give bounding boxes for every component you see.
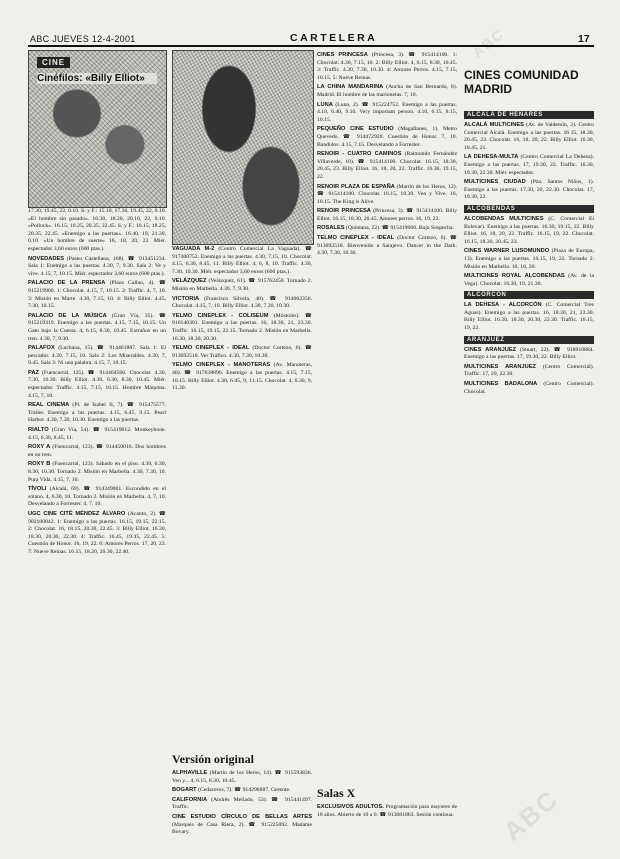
cinema-listing xyxy=(464,122,594,152)
cinema-name: MULTICINES CIUDAD xyxy=(464,179,526,186)
listing-text: (Ancha de San Bernardo, 8). Madrid. El hombre de las marionetas. 7, 10. xyxy=(317,84,457,98)
cinema-name: PALACIO DE LA PRENSA xyxy=(28,280,106,287)
listing-text: (Acanto, 2). ☎ 902100842. 1: Enemigo a las puertas. 16.15, 19.15, 22.15. 2: Chocolat. 16, 18.15, 20.30, 22.45. 3: Billy Elliot. 16.30, 18.30, 20.30, 22.30. 4: Traffic. 16.45, 19.45, 22.45. 5: Cuestión de Honor. 16, 19, 22. 6: Amores Perros. 17, 20, 23. 7: Nueve Reinas. 16.15, 18.20, 20.30, 22.40. xyxy=(28,510,166,555)
cinema-name: PAZ xyxy=(28,369,39,376)
cinema-listing xyxy=(172,278,312,293)
cinema-name: ALCALÁ MULTICINES xyxy=(464,122,524,128)
cinema-name: EXCLUSIVOS ADULTOS. xyxy=(317,804,384,810)
cinema-listing xyxy=(28,370,166,400)
watermark: ABC xyxy=(469,25,508,61)
cinema-listing xyxy=(172,797,312,812)
film-photo xyxy=(28,50,167,208)
cinema-listing xyxy=(464,179,594,202)
listing-text: (Luchana, 15). ☎ 914461887. Sala 1: El pescador. 4.30, 7.15, 10. Sala 2: Los Miserables. 4.30, 7, 9.45. Sala 3: Ni una palabra. 4.15, 7, 10.15. xyxy=(28,345,166,367)
region-subheading: ARANJUEZ xyxy=(464,336,594,344)
cinema-name: ROSALES xyxy=(317,225,345,232)
cinema-listing xyxy=(317,225,457,233)
cinema-name: CINES WARNER LUSOMUNDO xyxy=(464,248,550,255)
cinema-name: LA DEHESA - ALCORCÓN xyxy=(464,302,542,309)
cinema-name: REAL CINEMA xyxy=(28,402,70,409)
cinema-name: VAGUADA M-2 xyxy=(172,246,215,252)
listing-text: (Princesa, 3). ☎ 915414100. Billy Elliot. 16.15, 18.30, 20.45. Amores perros. 16, 19, 22. xyxy=(317,208,457,222)
cinema-listing xyxy=(317,235,457,258)
listing-text: (Plaza Callao, 4). ☎ 915219900. 1: Chocolat. 4.15, 7, 10.15. 2: Traffic. 4, 7, 10. 3: Misión en Marte. 4.30, 7.15, 10. 4: Billy Elliot. 4.45, 7.30, 10.15. xyxy=(28,280,166,310)
salas-x-heading: Salas X xyxy=(317,786,356,800)
cinema-listing xyxy=(172,362,312,392)
cinema-listing xyxy=(317,84,457,99)
listing-text: 17.30, 19.45, 22, 0.10. S. y F.: 15.10, 17.30, 19.45, 22, 0.10. «El hombre sin pasado». 16.30, 18.20, 20.10, 22, 0.10. «Pollock». 16.15, 18.25, 20.35, 22.45. S. y F.: 16.15, 18.25, 20.35, 22.45. «Enemigo a las puertas». 16.40, 19, 21.30, 0.10. «Un hombre de suerte» 16, 18, 20, 22. Miér. espectador 3,60 euros (600 ptas.). xyxy=(28,208,166,252)
cinema-listing xyxy=(28,461,166,484)
cinema-listing xyxy=(317,184,457,207)
region-subheading: ALCOBENDAS xyxy=(464,205,594,213)
region-subheading: ALCALÁ DE HENARES xyxy=(464,111,594,119)
cinema-name: RENOIR - CUATRO CAMINOS xyxy=(317,151,402,158)
listing-text: (Fuencarral, 123). Sábado en el piso. 4.30, 6.30, 8.30, 10.30. Tornado 2. Misión en Marbella. 4.30, 7.30, 10. Pura Vida. 4.15, 7, 10. xyxy=(28,461,166,483)
listing-text: (Fuencarral, 125). ☎ 914464566. Chocolat. 4.30, 7.30, 10.30. Billy Elliot. 4.30, 6.30, 8.30, 10.45. Miér. espectador. Traffic. 4.15, 7.15, 10.15. Hombre Máquina. 4.15, 7, 10. xyxy=(28,369,166,399)
cinema-name: TELMO CINEPLEX - IDEAL xyxy=(317,235,395,242)
cinema-name: CALIFORNIA xyxy=(172,796,208,803)
section-title: CARTELERA xyxy=(290,32,378,44)
cinema-listing xyxy=(28,444,166,459)
cinema-name: LA DEHESA-MULTA xyxy=(464,154,519,161)
listing-text: (Doctor Cortezo, 6). ☎ 913692518. Bienvenido a Sarajevo. Dancer in the Dark. 4.30, 7.30, 10.30. xyxy=(317,235,457,257)
cinema-listing xyxy=(28,402,166,425)
cinema-listing xyxy=(28,511,166,557)
listing-text: (Velázquez, 61). ☎ 915762450. Tornado 2. Misión en Marbella. 4.30, 7, 9.30. xyxy=(172,278,312,292)
cinema-name: BOGART xyxy=(172,787,197,794)
photo-badge: CINE xyxy=(37,57,70,68)
listing-text: (Pza. Santos Niños, 1). Enemigo a las puertas. 17.30, 20, 22.30. Chocolat. 17, 19.30, 22. xyxy=(464,179,594,201)
watermark: ABC xyxy=(497,783,565,847)
listing-text: (Av. Manoteras, 40). ☎ 917638896. Enemigo a las puertas. 4.15, 7.15, 10.15. Billy Elliot. 4.30, 6.45, 9, 11.15. Chocolat. 4, 6.30, 9, 11.30. xyxy=(172,362,312,392)
listing-text: (Cedaceros, 7). ☎ 914298887. Gerente. xyxy=(198,787,291,794)
cinema-listing xyxy=(172,246,312,276)
listing-text: (Alcalá, 69). ☎ 914349001. Escondido en el sótano. 4, 6.30, 10. Tornado 2. Misión en Marbella. 4, 7, 10. Desvelando a Forrester. 4, 7, 10. xyxy=(28,486,166,508)
listing-text: (Luna, 2). ☎ 915224752. Enemigo a las puertas. 4.10, 6.40, 9.10. Very important person. 4.10, 6.15, 8.15, 10.15. xyxy=(317,101,457,123)
cinema-name: PALACIO DE LA MÚSICA xyxy=(28,312,107,319)
listing-text: (Marqués de Casa Riera, 2). ☎ 915225092. Madame Bovary. xyxy=(172,821,312,836)
version-original-heading: Versión original xyxy=(172,752,254,766)
cinema-name: VICTORIA xyxy=(172,295,200,302)
cinema-name: TÍVOLI xyxy=(28,486,47,493)
cinema-listing xyxy=(464,381,594,396)
listing-text: (Martín de los Heros, 14). ☎ 915593836. Ven y... 4, 6.15, 8.30, 10.45. xyxy=(172,770,312,784)
cinema-listing xyxy=(317,804,457,819)
photo-caption: Cinéfilos: «Billy Elliot» xyxy=(37,73,157,84)
cinema-listing xyxy=(172,345,312,360)
listing-text: (C. Comercial El Bulevar). Enemigo a las puertas. 16.30, 19.15, 22. Billy Elliot. 16, 18, 20, 22. Traffic. 16.15, 19, 22. Chocolat. 16.15, 18.30, 20.45, 23. xyxy=(464,215,594,245)
listing-text: (Centro Comercial). Traffic. 17, 20, 22.30. xyxy=(464,363,594,378)
cinema-listing xyxy=(317,52,457,82)
listing-text: (Centro Comercial La Vaguada). ☎ 917300752. Enemigo a las puertas. 4.30, 7.15, 10. Chocolat. 4.15, 6.30, 8.45, 11. Billy Elliot. 4, 6, 8, 10. Traffic. 4.30, 7.30, 10.30. Miér. espectador 3,60 euros (600 ptas.). xyxy=(172,246,312,275)
cinema-listing xyxy=(317,208,457,223)
listing-text: (Andrés Mellado, 53). ☎ 915441497. Traffic. xyxy=(172,796,312,811)
listing-text: (Plaza de Europa, 13). Enemigo a las puertas. 16.15, 19, 22. Tornado 2. Misión en Marbella. 16, 18, 20. xyxy=(464,248,594,270)
listing-text: (Av. de Valdemín, 2). Centro Comercial Alcalá. Enemigo a las puertas. 16.15, 18.30, 20.45, 23. Chocolat. 16, 18, 20, 22. Billy Elliot. 16.30, 18.45, 21. xyxy=(464,122,594,151)
cinema-listing xyxy=(172,787,312,795)
cinema-name: YELMO CINEPLEX - MANOTERAS xyxy=(172,362,271,369)
listing-text: (Centro Comercial). Chocolat. xyxy=(464,381,594,395)
cinema-name: ALCOBENDAS MULTICINES xyxy=(464,215,544,222)
listing-text: (Stuart, 22). ☎ 918910884. Enemigo a las puertas. 17, 19.30, 22. Billy Elliot. xyxy=(464,346,594,361)
cinema-name: RIALTO xyxy=(28,427,49,434)
cinema-name: YELMO CINEPLEX - COLISEUM xyxy=(172,312,269,319)
cinema-listing xyxy=(172,770,312,785)
cinema-name: NOVEDADES xyxy=(28,255,65,262)
cinema-listing xyxy=(28,280,166,310)
listing-text: (Centro Comercial La Dehesa). Enemigo a las puertas. 17, 19.30, 22. Traffic. 16.30, 19.30, 22.30. Miér. espectador. xyxy=(464,154,594,176)
cinema-name: ROXY B xyxy=(28,461,51,468)
listing-text: (Fuencarral, 123). ☎ 914450016. Dos hombres en un tren. xyxy=(28,444,166,458)
cinema-name: CINE ESTUDIO CÍRCULO DE BELLAS ARTES xyxy=(172,813,312,820)
header-rule xyxy=(28,45,594,47)
listing-text: (Princesa, 3). ☎ 915414100. 1: Chocolat. 4.30, 7.15, 10. 2: Billy Elliot. 4, 6.15, 8.30, 10.45. 3: Traffic. 4.30, 7.30, 10.30. 4: Amores Perros. 4.15, 7.15, 10.15. 5: Nueve Reinas. xyxy=(317,52,457,81)
cinema-name: LUNA xyxy=(317,101,333,108)
cinema-listing xyxy=(464,248,594,271)
film-still-photo xyxy=(172,50,314,245)
cinema-name: MULTICINES BADALONA xyxy=(464,381,538,388)
cinema-listing xyxy=(172,814,312,837)
cinema-listing xyxy=(172,296,312,311)
listing-text: (Raimundo Fernández Villaverde, 10). ☎ 915414100. Chocolat. 16.15, 18.30, 20.45, 23. Billy Elliot. 16, 18, 20, 22. Traffic. 16.30, 19.15, 22. xyxy=(317,151,457,180)
cinema-name: YELMO CINEPLEX - IDEAL xyxy=(172,345,250,352)
listing-text: (Martín de los Heros, 12). ☎ 915414100. Chocolat. 16.15, 18.30. Ven y Vive. 16, 18.15. The King is Alive. xyxy=(317,183,457,205)
cinema-listing xyxy=(464,347,594,362)
cinema-name: MULTICINES ROYAL ALCOBENDAS xyxy=(464,273,565,280)
listings-column-2 xyxy=(172,246,312,724)
cinema-listing xyxy=(28,208,166,254)
cinema-name: CINES ARANJUEZ xyxy=(464,346,517,353)
listings-column-3 xyxy=(317,52,457,561)
cinema-listing xyxy=(317,126,457,149)
cinema-name: ROXY A xyxy=(28,444,51,451)
listing-text: (Magallanes, 1). Metro Quevedo. ☎ 914472920. Cuestión de Honor. 7, 10. Bandidos. 4.15, 7.15. Desvelando a Forrester. xyxy=(317,126,457,148)
cinema-name: PEQUEÑO CINE ESTUDIO xyxy=(317,126,394,133)
region-subheading: ALCORCÓN xyxy=(464,291,594,299)
header-date: ABC JUEVES 12-4-2001 xyxy=(30,34,136,44)
cinema-listing xyxy=(464,273,594,288)
listing-text: (Doctor Cortezo, 6). ☎ 913692518. Ver Tráfico. 4.30, 7.30, 10.30. xyxy=(172,345,312,359)
cinema-listing xyxy=(28,256,166,279)
page-number: 17 xyxy=(578,33,590,45)
cinema-name: MULTICINES ARANJUEZ xyxy=(464,363,537,370)
cinema-listing xyxy=(317,151,457,181)
cinema-listing xyxy=(464,216,594,246)
listing-text: (Pl. de Isabel II, 7). ☎ 915475577. Tráiler. Enemigo a las puertas. 4.15, 6.45, 9.15. Pearl Harbor. 4.30, 7.30, 10.30. Enemigo a las puertas. xyxy=(28,402,166,424)
cinema-listing xyxy=(464,364,594,379)
cinema-name: RENOIR PRINCESA xyxy=(317,208,371,215)
listing-text: (Gran Vía, 35). ☎ 915219319. Enemigo a las puertas. 4.15, 7.15, 10.15. Un Gato bajo la Cuesta. 4, 6.15, 8.30, 10.45. Extraños en un tren. 4.30, 7, 9.30. xyxy=(28,312,166,342)
cinema-listing xyxy=(317,102,457,125)
cinema-listing xyxy=(28,427,166,442)
listings-version-original xyxy=(172,770,312,845)
cines-comunidad-title: CINES COMUNIDAD MADRID xyxy=(464,68,579,96)
cinema-listing xyxy=(28,345,166,368)
listing-text: (Móstoles). ☎ 916140301. Enemigo a las puertas. 16, 18.30, 21, 23.30. Traffic. 16.15, 19.15, 22.15. Tornado 2. Misión en Marbella. 16.30, 18.30, 20.30. xyxy=(172,312,312,342)
cinema-name: LA CHINA MANDARINA xyxy=(317,84,384,91)
listing-text: (Quintana, 22). ☎ 915419060. Bajo Sospecha. xyxy=(345,225,454,232)
listing-text: (Gran Vía, 54). ☎ 915419012. Monkeybone. 4.15, 6.30, 8.45, 11. xyxy=(28,427,166,441)
listing-text: (Francisco Silvela, 48). ☎ 914062356. Chocolat. 4.15, 7, 10. Billy Elliot. 4.30, 7.30, 10.30. xyxy=(172,295,312,310)
cinema-listing xyxy=(464,154,594,177)
listings-column-1 xyxy=(28,208,166,838)
cinema-name: UGC CINE CITÉ MÉNDEZ ÁLVARO xyxy=(28,510,126,517)
cinema-name: RENOIR PLAZA DE ESPAÑA xyxy=(317,183,395,190)
listing-text: (C. Comercial Tres Aguas). Enemigo a las puertas. 16, 18.30, 21, 23.30. Billy Elliot. 16.30, 18.30, 20.30, 22.30. Traffic. 16.15, 19, 22. xyxy=(464,302,594,332)
listing-text: (Av. de la Vega). Chocolat. 16.30, 19, 21.30. xyxy=(464,273,594,287)
cinema-listing xyxy=(464,302,594,332)
cinema-listing xyxy=(28,313,166,343)
listings-salas-x xyxy=(317,804,457,852)
page-header xyxy=(0,0,620,52)
listings-column-4 xyxy=(464,108,594,853)
cinema-name: CINES PRINCESA xyxy=(317,52,368,58)
cinema-name: VELÁZQUEZ xyxy=(172,278,207,285)
cinema-name: ALPHAVILLE xyxy=(172,770,208,776)
listing-text: (Paseo Castellana, 168). ☎ 913451234. Sala 1: Enemigo a las puertas. 4.30, 7, 9.30. Sala 2: Ve y vive. 4.15, 7, 10.15. Miér. espectador 3,60 euros (600 ptas.). xyxy=(28,255,166,277)
listing-text: Programación para mayores de 18 años. Abierto de 10 a 0. ☎ 913681863. Sesión continua. xyxy=(317,804,457,818)
cinema-listing xyxy=(172,313,312,343)
cinema-name: PALAFOX xyxy=(28,345,55,352)
cinema-listing xyxy=(28,486,166,509)
